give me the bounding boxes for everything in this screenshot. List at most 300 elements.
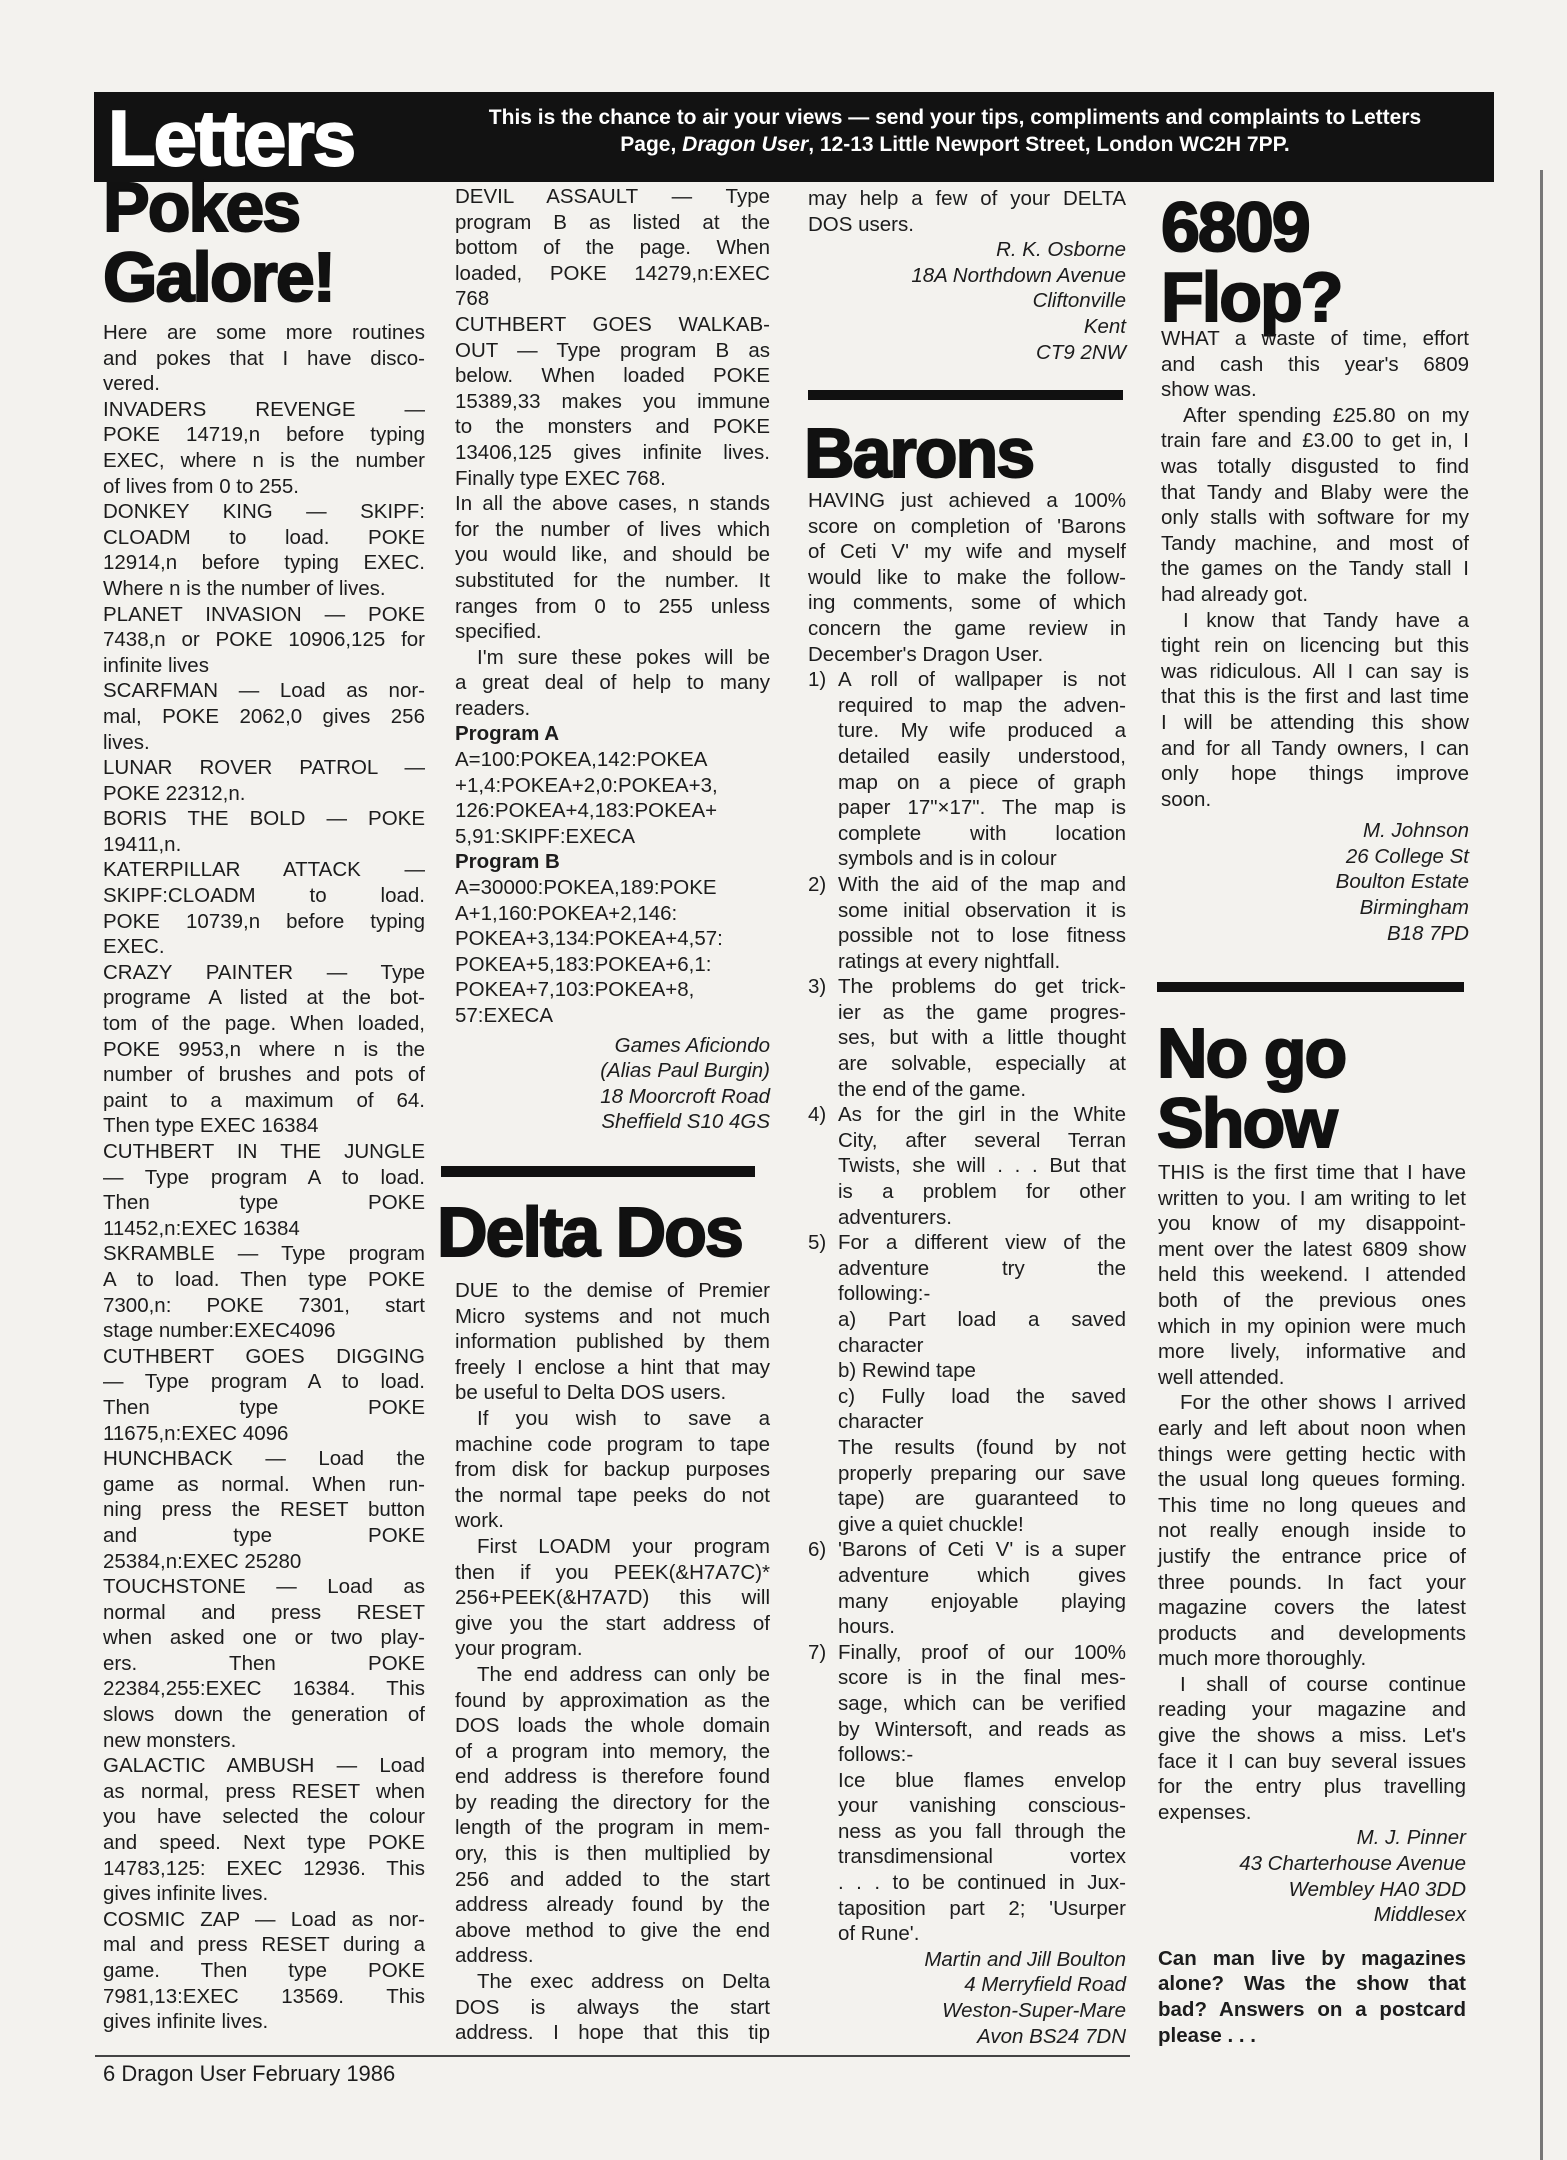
text-line: GALACTIC AMBUSH — Load <box>103 1754 425 1778</box>
headline-line: Galore! <box>103 238 335 316</box>
text-line: may help a few of your DELTA <box>808 187 1126 210</box>
headline-line: 6809 <box>1161 188 1309 266</box>
headline-line: Show <box>1157 1084 1336 1162</box>
text-line: INVADERS REVENGE — <box>103 397 425 421</box>
text-line: POKE 9953,n where n is the <box>103 1037 425 1061</box>
letter-body-delta-dos <box>455 1278 770 2046</box>
text-line: ranges from 0 to 255 unless <box>455 594 770 618</box>
text-line: A=30000:POKEA,189:POKE <box>455 876 717 900</box>
text-line: Boulton Estate <box>1335 870 1469 894</box>
text-line: you know of my disappoint- <box>1158 1212 1466 1236</box>
text-line: DOS users. <box>808 212 914 236</box>
letter-headline-barons: Barons <box>804 414 1034 492</box>
text-line: some initial observation it is <box>838 898 1126 922</box>
text-line: HUNCHBACK — Load the <box>103 1447 425 1471</box>
text-line: end address is therefore found <box>455 1765 770 1789</box>
text-line: products and developments <box>1158 1621 1466 1645</box>
text-line: Wembley HA0 3DD <box>1288 1877 1466 1901</box>
text-line: is a problem for other <box>838 1180 1126 1204</box>
text-line: machine code program to tape <box>455 1432 770 1456</box>
text-line: City, after several Terran <box>838 1128 1126 1152</box>
text-line: and pokes that I have disco- <box>103 346 425 370</box>
text-line: give you the start address of <box>455 1611 770 1635</box>
text-line: transdimensional vortex <box>838 1845 1126 1869</box>
text-line: from disk for backup purposes <box>455 1458 770 1482</box>
text-line: of Rune'. <box>838 1922 920 1946</box>
list-item-text <box>838 974 1126 1102</box>
text-line: give the shows a miss. Let's <box>1158 1724 1466 1748</box>
text-line: the games on the Tandy stall I <box>1161 557 1469 581</box>
list-item-text <box>838 1537 1126 1639</box>
text-line: programe A listed at the bot- <box>103 986 425 1010</box>
text-line: paint to a maximum of 64. <box>103 1088 425 1112</box>
text-line: had already got. <box>1161 582 1309 606</box>
text-line: 26 College St <box>1345 844 1469 868</box>
text-line: following:- <box>838 1282 931 1306</box>
text-line: POKEA+7,103:POKEA+8, <box>455 978 695 1002</box>
text-line: DONKEY KING — SKIPF: <box>103 500 425 524</box>
text-line: work. <box>455 1509 504 1533</box>
list-number: 4) <box>808 1103 827 1127</box>
text-line: hours. <box>838 1615 895 1639</box>
text-line: Games Aficiondo <box>614 1033 770 1057</box>
list-item-text <box>838 1640 1126 1947</box>
text-line: new monsters. <box>103 1728 237 1752</box>
text-line: ses, but with a little thought <box>838 1026 1126 1050</box>
text-line: Ice blue flames envelop <box>838 1768 1126 1792</box>
text-line: POKE 22312,n. <box>103 781 246 805</box>
text-line: tom of the page. When loaded, <box>103 1012 425 1036</box>
text-line: and for all Tandy owners, I can <box>1161 736 1469 760</box>
text-line: detailed easily understood, <box>838 744 1126 768</box>
text-line: Middlesex <box>1373 1903 1466 1927</box>
text-line: SCARFMAN — Load as nor- <box>103 679 425 703</box>
text-line: substituted for the number. It <box>455 568 770 592</box>
text-line: CUTHBERT IN THE JUNGLE <box>103 1140 425 1163</box>
text-line: SKIPF:CLOADM to load. <box>103 884 425 908</box>
section-title: Letters <box>108 94 355 182</box>
text-line: freely I enclose a hint that may <box>455 1355 770 1379</box>
text-line: be useful to Delta DOS users. <box>455 1381 727 1405</box>
text-line: give a quiet chuckle! <box>838 1512 1024 1536</box>
text-line: The end address can only be <box>477 1662 770 1686</box>
text-line: you have selected the colour <box>103 1805 425 1829</box>
headline-line: Flop? <box>1161 258 1342 336</box>
text-line: sage, which can be verified <box>838 1691 1126 1715</box>
text-line: SKRAMBLE — Type program <box>103 1242 425 1266</box>
text-line: +1,4:POKEA+2,0:POKEA+3, <box>455 773 718 797</box>
text-line: R. K. Osborne <box>996 238 1126 262</box>
text-line: CRAZY PAINTER — Type <box>103 960 425 984</box>
text-line: score is in the final mes- <box>838 1666 1126 1690</box>
letter-headline-6809-flop <box>1161 188 1342 336</box>
text-line: a great deal of help to many <box>455 671 770 695</box>
text-line: CLOADM to load. POKE <box>103 525 425 549</box>
text-line: Martin and Jill Boulton <box>924 1947 1126 1971</box>
letter-body-6809-flop <box>1161 326 1469 946</box>
text-line: address. I hope that this tip <box>455 2021 770 2045</box>
headline-line: Pokes <box>103 168 300 246</box>
text-line: symbols and is in colour <box>838 847 1057 871</box>
text-line: KATERPILLAR ATTACK — <box>103 858 425 882</box>
text-line: was totally disgusted to find <box>1161 454 1469 478</box>
text-line: length of the program in mem- <box>455 1816 770 1840</box>
text-line: 4 Merryfield Road <box>964 1973 1126 1997</box>
text-line: 43 Charterhouse Avenue <box>1239 1852 1466 1876</box>
text-line: alone? Was the show that <box>1158 1972 1466 1996</box>
text-line: of a program into memory, the <box>455 1739 770 1763</box>
text-line: tape) are guaranteed to <box>838 1487 1126 1511</box>
text-line: I know that Tandy have a <box>1183 608 1469 632</box>
text-line: 768 <box>455 287 490 311</box>
headline-line: No go <box>1157 1014 1346 1092</box>
address-text: , 12-13 Little Newport Street, London WC2H 7PP. <box>808 133 1290 156</box>
text-line: For the other shows I arrived <box>1180 1391 1466 1415</box>
text-line: Tandy machine, and most of <box>1161 531 1469 555</box>
text-line: 126:POKEA+4,183:POKEA+ <box>455 799 718 823</box>
text-line: . . . to be continued in Jux- <box>838 1871 1126 1895</box>
text-line: character <box>838 1333 924 1357</box>
program-a-listing <box>455 747 770 849</box>
text-line: POKE 10739,n before typing <box>103 909 425 933</box>
text-line: specified. <box>455 620 542 644</box>
text-line: B18 7PD <box>1386 921 1469 945</box>
list-item <box>808 667 1126 872</box>
text-line: 22384,255:EXEC 16384. This <box>103 1677 425 1701</box>
text-line: POKEA+5,183:POKEA+6,1: <box>455 952 712 976</box>
letter-body-barons <box>808 488 1126 2049</box>
text-line: COSMIC ZAP — Load as nor- <box>103 1907 425 1931</box>
section-divider <box>808 390 1123 400</box>
text-line: stage number:EXEC4096 <box>103 1319 336 1343</box>
program-b-label: Program B <box>455 850 560 874</box>
text-line: I shall of course continue <box>1180 1672 1466 1696</box>
text-line: tight rein on licencing but this <box>1161 634 1469 658</box>
text-line: not really enough inside to <box>1158 1519 1466 1543</box>
text-line: CUTHBERT GOES DIGGING <box>103 1344 425 1368</box>
letter-headline-delta-dos: Delta Dos <box>437 1193 742 1271</box>
text-line: program B as listed at the <box>455 210 770 234</box>
text-line: required to map the adven- <box>838 693 1126 717</box>
text-line: three pounds. In fact your <box>1158 1570 1466 1594</box>
text-line: address. <box>455 1944 534 1968</box>
text-line: of Ceti V' my wife and myself <box>808 540 1126 564</box>
text-line: 256 and added to the start <box>455 1867 770 1891</box>
text-line: you would like, and should be <box>455 543 770 567</box>
list-item <box>808 1640 1126 1947</box>
text-line: (Alias Paul Burgin) <box>600 1059 770 1083</box>
text-line: Can man live by magazines <box>1158 1946 1466 1970</box>
program-a-label: Program A <box>455 722 560 746</box>
text-line: WHAT a waste of time, effort <box>1161 327 1469 350</box>
letter-headline-no-go-show <box>1157 1014 1346 1162</box>
text-line: Then type POKE <box>103 1395 425 1419</box>
list-number: 5) <box>808 1231 827 1255</box>
letter-body-delta-dos-continued <box>808 186 1126 365</box>
text-line: OUT — Type program B as <box>455 338 770 362</box>
text-line: Where n is the number of lives. <box>103 576 386 600</box>
text-line: justify the entrance price of <box>1158 1544 1466 1568</box>
list-number: 6) <box>808 1538 827 1562</box>
text-line: held this weekend. I attended <box>1158 1263 1466 1287</box>
list-item-text <box>838 667 1126 872</box>
signature-block <box>808 237 1126 365</box>
text-line: as normal, press RESET when <box>103 1779 425 1803</box>
text-line: the normal tape peeks do not <box>455 1483 770 1507</box>
text-line: ing comments, some of which <box>808 591 1126 615</box>
text-line: THIS is the first time that I have <box>1158 1161 1466 1184</box>
text-line: properly preparing our save <box>838 1461 1126 1485</box>
text-line: 19411,n. <box>103 832 182 856</box>
text-line: 'Barons of Ceti V' is a super <box>838 1538 1126 1562</box>
text-line: reading your magazine and <box>1158 1698 1466 1722</box>
text-line: that Tandy and Blaby were the <box>1161 480 1469 504</box>
section-divider <box>441 1166 755 1177</box>
text-line: please . . . <box>1158 2023 1256 2047</box>
list-item <box>808 1230 1126 1537</box>
text-line: I will be attending this show <box>1161 710 1469 734</box>
footer-rule <box>95 2055 1130 2057</box>
signature-block <box>455 1033 770 1135</box>
text-line: score on completion of 'Barons <box>808 514 1126 538</box>
text-line: Here are some more routines <box>103 321 425 344</box>
text-line: which in my opinion were much <box>1158 1314 1466 1338</box>
list-number: 7) <box>808 1640 827 1664</box>
text-line: adventure which gives <box>838 1563 1126 1587</box>
body-paragraphs <box>808 488 1126 667</box>
text-line: ier as the game progres- <box>838 1000 1126 1024</box>
text-line: many enjoyable playing <box>838 1589 1126 1613</box>
text-line: A+1,160:POKEA+2,146: <box>455 901 678 925</box>
text-line: a) Part load a saved <box>838 1308 1126 1331</box>
text-line: taposition part 2; 'Usurper <box>838 1896 1126 1920</box>
text-line: mal, POKE 2062,0 gives 256 <box>103 704 425 728</box>
text-line: This time no long queues and <box>1158 1493 1466 1517</box>
text-line: loaded, POKE 14279,n:EXEC <box>455 261 770 285</box>
text-line: The problems do get trick- <box>838 975 1126 999</box>
text-line: bad? Answers on a postcard <box>1158 1998 1466 2021</box>
text-line: First LOADM your program <box>477 1534 770 1558</box>
text-line: Cliftonville <box>1032 289 1126 313</box>
text-line: 13406,125 gives infinite lives. <box>455 440 770 464</box>
text-line: The results (found by not <box>838 1435 1126 1459</box>
list-item-text <box>838 1230 1126 1537</box>
text-line: Finally, proof of our 100% <box>838 1640 1126 1664</box>
text-line: With the aid of the map and <box>838 872 1126 896</box>
text-line: A to load. Then type POKE <box>103 1267 425 1291</box>
text-line: magazine covers the latest <box>1158 1596 1466 1620</box>
text-line: slows down the generation of <box>103 1703 425 1727</box>
page-edge <box>1540 170 1543 2160</box>
list-item <box>808 974 1126 1102</box>
text-line: address already found by the <box>455 1893 770 1917</box>
body-paragraphs <box>1158 1160 1466 1825</box>
text-line: map on a piece of graph <box>838 770 1126 794</box>
text-line: ment over the latest 6809 show <box>1158 1237 1466 1261</box>
text-line: character <box>838 1410 924 1434</box>
text-line: A roll of wallpaper is not <box>838 668 1126 692</box>
text-line: of lives from 0 to 255. <box>103 474 299 498</box>
text-line: 7438,n or POKE 10906,125 for <box>103 628 425 652</box>
text-line: TOUCHSTONE — Load as <box>103 1575 425 1599</box>
text-line: 57:EXECA <box>455 1004 553 1027</box>
body-paragraphs <box>455 184 770 721</box>
text-line: EXEC, where n is the number <box>103 448 425 472</box>
list-item <box>808 1537 1126 1639</box>
signature-block <box>808 1947 1126 2049</box>
text-line: adventure try the <box>838 1256 1126 1280</box>
text-line: soon. <box>1161 787 1212 811</box>
text-line: 18 Moorcroft Road <box>600 1084 770 1108</box>
text-line: CT9 2NW <box>1036 340 1126 364</box>
text-line: by reading the directory for the <box>455 1790 770 1814</box>
text-line: Weston-Super-Mare <box>942 1999 1126 2023</box>
text-line: Twists, she will . . . But that <box>838 1154 1126 1178</box>
text-line: For a different view of the <box>838 1231 1126 1255</box>
text-line: follows:- <box>838 1743 914 1767</box>
text-line: below. When loaded POKE <box>455 364 770 388</box>
list-item-text <box>838 872 1126 974</box>
text-line: — Type program A to load. <box>103 1165 425 1189</box>
signature-block <box>1158 1825 1466 1927</box>
text-line: DOS is always the start <box>455 1995 770 2019</box>
text-line: DOS loads the whole domain <box>455 1714 770 1738</box>
text-line: EXEC. <box>103 935 165 959</box>
text-line: when asked one or two play- <box>103 1626 425 1650</box>
text-line: to the monsters and POKE <box>455 415 770 439</box>
text-line: After spending £25.80 on my <box>1183 403 1469 427</box>
text-line: 14783,125: EXEC 12936. This <box>103 1856 425 1880</box>
text-line: then if you PEEK(&H7A7C)* <box>455 1560 770 1584</box>
text-line: M. J. Pinner <box>1356 1826 1466 1850</box>
text-line: for the number of lives which <box>455 517 770 541</box>
text-line: above method to give the end <box>455 1918 770 1942</box>
text-line: more lively, informative and <box>1158 1340 1466 1364</box>
text-line: PLANET INVASION — POKE <box>103 602 425 626</box>
text-line: information published by them <box>455 1330 770 1354</box>
text-line: 5,91:SKIPF:EXECA <box>455 824 636 848</box>
text-line: HAVING just achieved a 100% <box>808 489 1126 512</box>
text-line: bottom of the page. When <box>455 236 770 260</box>
text-line: only hope things improve <box>1161 762 1469 786</box>
text-line: complete with location <box>838 821 1126 845</box>
text-line: game. Then type POKE <box>103 1959 425 1982</box>
header-intro-line-2 <box>440 131 1470 158</box>
list-item <box>808 1102 1126 1230</box>
text-line: DUE to the demise of Premier <box>455 1279 770 1302</box>
text-line: c) Fully load the saved <box>838 1384 1126 1408</box>
text-line: Finally type EXEC 768. <box>455 466 666 490</box>
letter-body-pokes-continued <box>455 184 770 1135</box>
text-line: infinite lives <box>103 653 209 677</box>
text-line: vered. <box>103 372 160 396</box>
text-line: would like to make the follow- <box>808 565 1126 589</box>
text-line: was ridiculous. All I can say is <box>1161 659 1469 683</box>
text-line: 11675,n:EXEC 4096 <box>103 1421 289 1445</box>
text-line: by Wintersoft, and reads as <box>838 1717 1126 1741</box>
letter-body-no-go-show <box>1158 1160 1466 2048</box>
text-line: well attended. <box>1158 1365 1285 1389</box>
section-divider <box>1157 982 1464 992</box>
text-line: POKEA+3,134:POKEA+4,57: <box>455 927 723 951</box>
text-line: Sheffield S10 4GS <box>601 1110 770 1134</box>
text-line: — Type program A to load. <box>103 1370 425 1394</box>
text-line: the end of the game. <box>838 1077 1027 1101</box>
text-line: show was. <box>1161 378 1257 402</box>
text-line: 7300,n: POKE 7301, start <box>103 1293 425 1317</box>
text-line: early and left about noon when <box>1158 1416 1466 1440</box>
text-line: 7981,13:EXEC 13569. This <box>103 1984 425 2008</box>
text-line: POKE 14719,n before typing <box>103 423 425 447</box>
text-line: DEVIL ASSAULT — Type <box>455 185 770 208</box>
text-line: written to you. I am writing to let <box>1158 1186 1466 1210</box>
text-line: CUTHBERT GOES WALKAB- <box>455 312 770 336</box>
text-line: and type POKE <box>103 1523 425 1547</box>
text-line: As for the girl in the White <box>838 1103 1126 1127</box>
list-number: 2) <box>808 872 827 896</box>
text-line: train fare and £3.00 to get in, I <box>1161 429 1469 453</box>
text-line: 18A Northdown Avenue <box>911 263 1126 287</box>
text-line: Micro systems and not much <box>455 1304 770 1328</box>
header-intro <box>440 104 1470 158</box>
text-line: that this is the first and last time <box>1161 685 1469 709</box>
body-paragraphs <box>808 186 1126 237</box>
intro-text: Page, <box>620 133 683 156</box>
letter-headline-pokes-galore <box>103 168 335 316</box>
text-line: things were getting hectic with <box>1158 1442 1466 1466</box>
list-number: 1) <box>808 668 827 692</box>
list-item <box>808 872 1126 974</box>
header-intro-line-1: This is the chance to air your views — send your tips, compliments and complaints to Letters <box>488 106 1422 129</box>
text-line: game as normal. When run- <box>103 1472 425 1496</box>
text-line: ness as you fall through the <box>838 1819 1126 1843</box>
text-line: only stalls with software for my <box>1161 506 1469 530</box>
text-line: ory, this is then multiplied by <box>455 1842 770 1866</box>
text-line: ers. Then POKE <box>103 1651 425 1675</box>
text-line: Then type POKE <box>103 1191 425 1215</box>
text-line: A=100:POKEA,142:POKEA <box>455 748 708 772</box>
text-line: adventurers. <box>838 1205 952 1229</box>
text-line: ratings at every nightfall. <box>838 949 1061 973</box>
signature-block <box>1161 818 1469 946</box>
numbered-list <box>808 667 1126 1947</box>
text-line: are solvable, especially at <box>838 1052 1126 1076</box>
text-line: lives. <box>103 730 150 754</box>
text-line: your vanishing conscious- <box>838 1794 1126 1818</box>
text-line: Birmingham <box>1359 896 1469 920</box>
text-line: 11452,n:EXEC 16384 <box>103 1216 300 1240</box>
text-line: Kent <box>1083 314 1126 338</box>
text-line: 256+PEEK(&H7A7D) this will <box>455 1586 770 1610</box>
text-line: the usual long queues forming. <box>1158 1468 1466 1492</box>
text-line: concern the game review in <box>808 616 1126 640</box>
text-line: mal and press RESET during a <box>103 1933 425 1957</box>
program-b-listing <box>455 875 770 1029</box>
text-line: In all the above cases, n stands <box>455 492 770 516</box>
text-line: ning press the RESET button <box>103 1498 425 1522</box>
text-line: M. Johnson <box>1363 819 1469 843</box>
text-line: b) Rewind tape <box>838 1359 976 1383</box>
text-line: and speed. Next type POKE <box>103 1831 425 1855</box>
text-line: 25384,n:EXEC 25280 <box>103 1549 302 1573</box>
text-line: both of the previous ones <box>1158 1288 1466 1312</box>
text-line: Then type EXEC 16384 <box>103 1114 319 1138</box>
text-line: for the entry plus travelling <box>1158 1775 1466 1799</box>
text-line: much more thoroughly. <box>1158 1647 1367 1671</box>
text-line: 15389,33 makes you immune <box>455 389 770 413</box>
text-line: and cash this year's 6809 <box>1161 352 1469 376</box>
text-line: I'm sure these pokes will be <box>477 645 770 669</box>
